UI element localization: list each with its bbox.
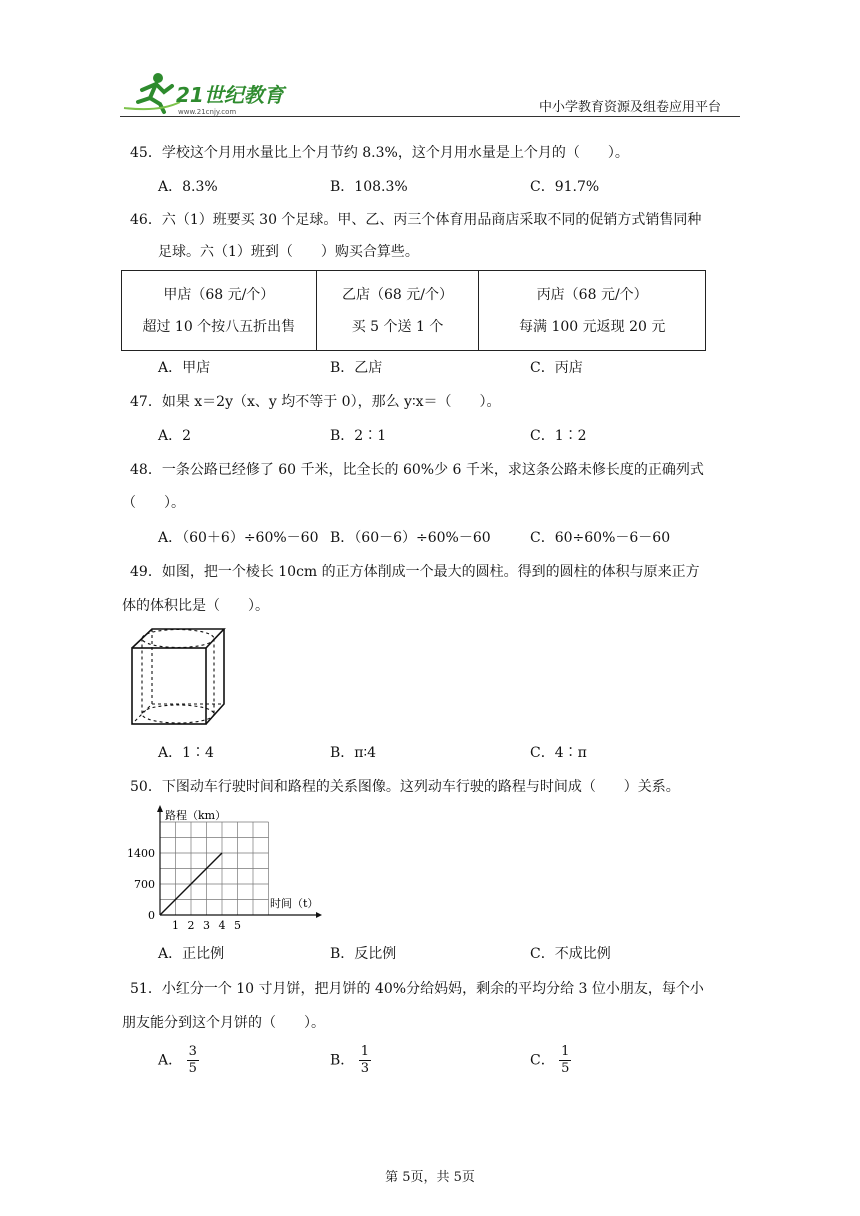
q51-option-b[interactable] (330, 1044, 371, 1077)
fraction-b-numerator: 1 (360, 1044, 370, 1059)
fraction-a-numerator: 3 (188, 1044, 197, 1059)
y-tick-label: 0 (148, 909, 155, 922)
fraction-c-denominator: 5 (561, 1061, 570, 1076)
y-tick-label: 1400 (127, 847, 155, 860)
svg-text:21世纪教育: 21世纪教育 (176, 83, 284, 107)
shop-yi-rule: 买 5 个送 1 个 (351, 318, 444, 335)
x-tick-label: 3 (203, 919, 210, 932)
q48-option-c[interactable]: C．60÷60%－6－60 (530, 530, 671, 546)
distance-time-chart (120, 804, 330, 934)
q46-option-a[interactable]: A．甲店 (158, 360, 211, 376)
fraction-b-denominator: 3 (360, 1061, 370, 1076)
q47-option-c[interactable]: C．1∶2 (530, 428, 587, 444)
q48-stem-line2: （ ）。 (122, 495, 185, 511)
fraction-c-numerator: 1 (561, 1044, 570, 1059)
fraction-c (559, 1044, 571, 1077)
x-tick-label: 2 (187, 919, 195, 932)
q51-option-c-label: C． (530, 1052, 555, 1069)
q46-stem-line1: 46．六（1）班要买 30 个足球。甲、乙、丙三个体育用品商店采取不同的促销方式销售同种 (130, 212, 702, 228)
q50-option-a[interactable]: A．正比例 (158, 946, 225, 962)
cylinder-bottom (142, 705, 214, 723)
cylinder-top (142, 630, 214, 648)
y-axis-label: 路程（km） (165, 809, 227, 822)
q46-option-c[interactable]: C．丙店 (530, 360, 583, 376)
x-tick-label: 5 (234, 919, 241, 932)
shop-bing (479, 271, 706, 351)
q49-stem-line1: 49．如图，把一个棱长 10cm 的正方体削成一个最大的圆柱。得到的圆柱的体积与原来正方 (130, 564, 700, 580)
cube-cylinder-figure (128, 626, 228, 728)
q49-stem-line2: 体的体积比是（ ）。 (122, 598, 269, 614)
q51-option-b-label: B． (330, 1052, 355, 1069)
q48-option-b[interactable]: B．（60－6）÷60%－60 (330, 530, 491, 546)
q49-option-a[interactable]: A．1∶4 (158, 745, 214, 761)
y-tick-label: 700 (134, 878, 155, 891)
q47-option-a[interactable]: A．2 (158, 428, 192, 444)
q46-stem-line2: 足球。六（1）班到（ ）购买合算些。 (158, 244, 419, 260)
fraction-a-denominator: 5 (188, 1061, 197, 1076)
q48-stem-line1: 48．一条公路已经修了 60 千米，比全长的 60%少 6 千米，求这条公路未修长度的正确列式 (130, 462, 704, 478)
shop-bing-name: 丙店（68 元/个） (536, 286, 648, 303)
header-divider (120, 116, 740, 117)
q47-option-b[interactable]: B．2∶1 (330, 428, 387, 444)
shop-yi (316, 271, 479, 351)
q49-option-b[interactable]: B．π∶4 (330, 745, 377, 761)
chart-grid (160, 822, 269, 915)
y-axis-arrow-icon (157, 805, 163, 812)
x-tick-label: 1 (172, 919, 179, 932)
q51-stem-line1: 51．小红分一个 10 寸月饼，把月饼的 40%分给妈妈，剩余的平均分给 3 位小朋友，每个小 (130, 981, 704, 997)
q46-option-b[interactable]: B．乙店 (330, 360, 383, 376)
fraction-a (187, 1044, 199, 1077)
q45-option-a[interactable]: A．8.3% (158, 179, 218, 195)
cube-top-face (132, 629, 224, 648)
q51-option-a-label: A． (158, 1052, 183, 1069)
q49-option-c[interactable]: C．4∶π (530, 745, 587, 761)
logo-url: www.21cnjy.com (178, 108, 237, 116)
q50-option-b[interactable]: B．反比例 (330, 946, 397, 962)
q45-option-b[interactable]: B．108.3% (330, 179, 408, 195)
shop-yi-name: 乙店（68 元/个） (342, 286, 453, 303)
x-axis-label: 时间（t） (270, 897, 319, 910)
q51-stem-line2: 朋友能分到这个月饼的（ ）。 (122, 1015, 325, 1031)
q50-stem: 50．下图动车行驶时间和路程的关系图像。这列动车行驶的路程与时间成（ ）关系。 (130, 779, 680, 795)
platform-name: 中小学教育资源及组卷应用平台 (539, 100, 722, 115)
shop-jia-name: 甲店（68 元/个） (163, 286, 275, 303)
shop-bing-rule: 每满 100 元返现 20 元 (519, 318, 666, 335)
x-axis-arrow-icon (316, 912, 322, 918)
q48-option-a[interactable]: A．（60＋6）÷60%－60 (158, 530, 319, 546)
q47-stem: 47．如果 x＝2y（x、y 均不等于 0），那么 y∶x＝（ ）。 (130, 394, 501, 410)
q45-stem: 45．学校这个月用水量比上个月节约 8.3%，这个月用水量是上个月的（ ）。 (130, 145, 629, 161)
q45-option-c[interactable]: C．91.7% (530, 179, 600, 195)
x-tick-label: 4 (218, 919, 226, 932)
shop-table (121, 270, 706, 351)
q51-option-a[interactable] (158, 1044, 199, 1077)
page-number: 第 5页，共 5页 (385, 1170, 475, 1185)
q51-option-c[interactable] (530, 1044, 571, 1077)
q50-option-c[interactable]: C．不成比例 (530, 946, 611, 962)
fraction-b (359, 1044, 371, 1077)
shop-jia (122, 271, 317, 351)
shop-jia-rule: 超过 10 个按八五折出售 (142, 318, 296, 335)
